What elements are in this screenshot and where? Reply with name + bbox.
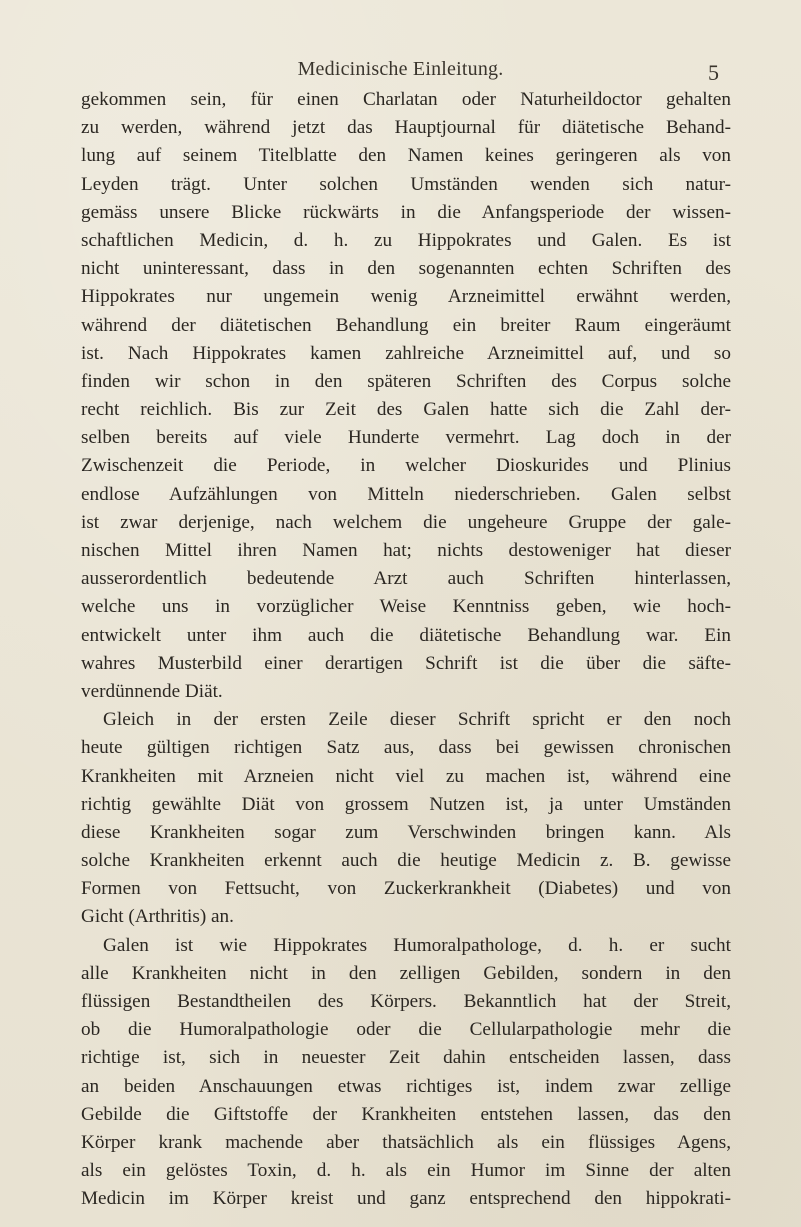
text-line: wahres Musterbild einer derartigen Schrift ist die über die säfte- xyxy=(81,652,731,674)
text-line: zu werden, während jetzt das Hauptjournal für diätetische Behand- xyxy=(81,117,731,139)
text-line: finden wir schon in den späteren Schriften des Corpus solche xyxy=(81,370,731,392)
text-line: Galen ist wie Hippokrates Humoralpathologe, d. h. er sucht xyxy=(103,934,731,956)
text-line: während der diätetischen Behandlung ein breiter Raum eingeräumt xyxy=(81,314,731,336)
running-title: Medicinische Einleitung. xyxy=(297,58,504,80)
text-line: recht reichlich. Bis zur Zeit des Galen hatte sich die Zahl der- xyxy=(81,399,731,421)
text-line: Gebilde die Giftstoffe der Krankheiten entstehen lassen, das den xyxy=(81,1103,731,1125)
text-line: Formen von Fettsucht, von Zuckerkrankheit (Diabetes) und von xyxy=(81,878,731,900)
text-line: Krankheiten mit Arzneien nicht viel zu machen ist, während eine xyxy=(81,765,731,787)
text-line: nicht uninteressant, dass in den sogenannten echten Schriften des xyxy=(81,258,731,280)
text-line: ist. Nach Hippokrates kamen zahlreiche Arzneimittel auf, und so xyxy=(81,342,731,364)
text-line: verdünnende Diät. xyxy=(81,680,223,702)
text-line: ist zwar derjenige, nach welchem die ungeheure Gruppe der gale- xyxy=(81,511,731,533)
text-line: gekommen sein, für einen Charlatan oder Naturheildoctor gehalten xyxy=(81,89,731,110)
text-line: Hippokrates nur ungemein wenig Arzneimittel erwähnt werden, xyxy=(81,286,731,308)
text-line: welche uns in vorzüglicher Weise Kenntniss geben, wie hoch- xyxy=(81,596,731,618)
text-line: solche Krankheiten erkennt auch die heutige Medicin z. B. gewisse xyxy=(81,850,731,872)
text-line: als ein gelöstes Toxin, d. h. als ein Humor im Sinne der alten xyxy=(81,1160,731,1182)
text-line: entwickelt unter ihm auch die diätetische Behandlung war. Ein xyxy=(81,624,731,646)
text-line: Gicht (Arthritis) an. xyxy=(81,906,234,928)
page-number: 5 xyxy=(708,60,719,85)
text-line: Medicin im Körper kreist und ganz entsprechend den hippokrati- xyxy=(81,1188,731,1210)
text-line: richtig gewählte Diät von grossem Nutzen ist, ja unter Umständen xyxy=(81,793,731,815)
text-line: richtige ist, sich in neuester Zeit dahin entscheiden lassen, dass xyxy=(81,1047,731,1069)
text-line: diese Krankheiten sogar zum Verschwinden bringen kann. Als xyxy=(81,821,731,843)
text-line: Zwischenzeit die Periode, in welcher Dioskurides und Plinius xyxy=(81,455,731,477)
text-line: nischen Mittel ihren Namen hat; nichts destoweniger hat dieser xyxy=(81,540,731,561)
body-text xyxy=(81,86,731,1214)
text-line: Gleich in der ersten Zeile dieser Schrift spricht er den noch xyxy=(103,709,731,731)
text-line: schaftlichen Medicin, d. h. zu Hippokrates und Galen. Es ist xyxy=(81,229,731,251)
text-line: Körper krank machende aber thatsächlich als ein flüssiges Agens, xyxy=(81,1131,731,1153)
running-head xyxy=(0,58,801,85)
text-line: flüssigen Bestandtheilen des Körpers. Bekanntlich hat der Streit, xyxy=(81,991,731,1012)
text-line: endlose Aufzählungen von Mitteln niederschrieben. Galen selbst xyxy=(81,483,731,505)
text-line: alle Krankheiten nicht in den zelligen Gebilden, sondern in den xyxy=(81,962,731,984)
text-line: lung auf seinem Titelblatte den Namen keines geringeren als von xyxy=(81,145,731,167)
text-line: ob die Humoralpathologie oder die Cellularpathologie mehr die xyxy=(81,1019,731,1041)
text-line: ausserordentlich bedeutende Arzt auch Schriften hinterlassen, xyxy=(81,568,731,590)
text-line: an beiden Anschauungen etwas richtiges ist, indem zwar zellige xyxy=(81,1075,731,1097)
text-line: gemäss unsere Blicke rückwärts in die Anfangsperiode der wissen- xyxy=(81,201,731,223)
text-line: heute gültigen richtigen Satz aus, dass bei gewissen chronischen xyxy=(81,737,731,759)
text-line: Leyden trägt. Unter solchen Umständen wenden sich natur- xyxy=(81,173,731,195)
text-line: selben bereits auf viele Hunderte vermehrt. Lag doch in der xyxy=(81,427,731,449)
